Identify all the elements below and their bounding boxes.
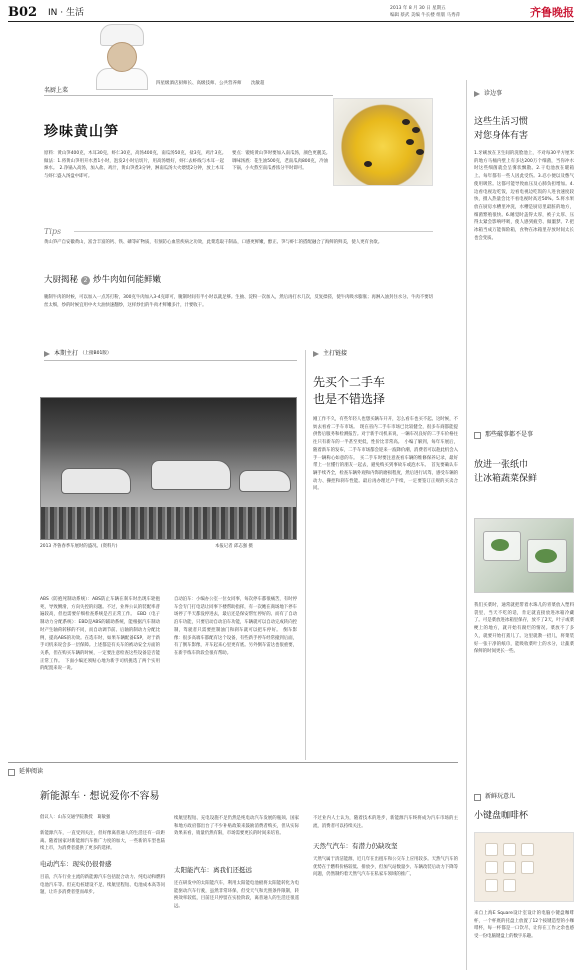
subhead-prefix: 大厨揭秘: [44, 275, 79, 285]
section-label-tips: [474, 431, 533, 440]
car-shape: [151, 460, 231, 490]
ev-solar-body: 还在研发中的太阳能汽车，利用太阳能电池板将太阳能转化为电能驱动汽车行驶，虽然非常环保，但受天气和光照条件限制，转换效率较低，目前还只停留在实验阶段，离普通人的生活还很遥远。: [174, 881, 299, 910]
health-body: 1.牙刷放在卫生间的洗脸池上，不对每30平方厘米的地方马桶内壁上有多达200万个细菌，当你冲水时这些细菌就会呈雾状飘散。2.干电池放在暖箱上。每年都有一些人因此受伤。3.忍小便以及憋气使用吸管。这都可能导致血压及心肺负担增加。4.边看电视边吃饭，边看电视边吃饭的人进食速度较快，摄入热量会比不看电视时高近50%。5.将水果放在厨房水槽里冲洗，水槽是厨房里最脏的地方，细菌繁殖很快。6.睡觉时盖得太厚，被子太厚、压得太紧会影响呼吸，使人感到疲劳、做噩梦。7.把冰箱当成万能保险箱，食物在冰箱里存放时间太长也会变质。: [474, 151, 574, 241]
leaf-shape: [535, 549, 557, 563]
vegetable-bag-photo: [474, 518, 574, 593]
square-icon: [474, 432, 481, 439]
label-text: 诊边事: [484, 90, 503, 97]
cup-shape: [521, 861, 534, 874]
staff-credits: 编辑 蔡武 美编 牛长楼 组版 马秀萍: [390, 13, 461, 18]
chef-title: 四星级酒店厨师长、高级技师、公共营养师: [156, 81, 242, 86]
column-divider: [466, 80, 467, 970]
auto-body-right: 自动泊车：小编办公室一位女同事，每次停车都很痛苦，有时停车会专门打电话让同事下楼帮助指挥，有一次她在商场地下停车场停了半天都没停进去，最后还是保安帮忙停好的。而有了自动泊车功能，只要启动自动泊车功能，车辆就可以自动完成转向控制，驾驶者只需要控制油门和刹车就可以把车停好。 倒车影像：很多高端车都配有这个设备，有些新手停车经常撞到后面，有了倒车影像，开车起来心里更有底。另外倒车雷达也很重要，在新手练车阶段会很有帮助。: [174, 597, 297, 656]
ev-electric-body: 目前，汽车行业主流的新能源汽车包括混合动力、纯电动和燃料电池汽车等。但充电桩建设不足、续航里程短、电池成本高等问题，让许多消费者望而却步。: [40, 875, 165, 896]
title-line: 也是不错选择: [313, 392, 386, 407]
auto-body-left: ABS（防抱死制动系统）：ABS防止车辆在刹车时出现车轮抱死，导致侧滑，方向失控的问题。不过，业界公认的装配率普遍较高，但也需要仔细检查系统是否正常工作。 EBD（电子制动力分配系统）：EBD是ABS的辅助系统，能根据汽车制动时产生轴荷转移的不同，而自动调节前、后轴的制动力分配比例，提高ABS的功效。在选车时，如果车辆配备ESP，对于新手司机来说会多一层保障。上述都是有关车的被动安全方面的关系，但在购买车辆的时候，一定要注意检查这些设备是否能正常工作。 下面小编还须贴心地为新手司机挑选了两个实用的配置来说一说。: [40, 597, 160, 672]
label-text: 名厨上菜: [44, 87, 69, 94]
label-text: 主打链接: [323, 350, 348, 357]
tips-heading: Tips: [44, 227, 62, 236]
health-title: [474, 116, 528, 144]
ev-middle-body: 续航里程短、充电设施不足仍然是纯电动汽车发展的瓶颈。国家和地方政府都出台了不少补贴政策来鼓励消费者购买，但从实际效果来看，销量仍然有限，市场需要更长的时间来培育。: [174, 816, 299, 837]
title-line: 对您身体有害: [474, 130, 529, 141]
recipe-title: 珍味黄山笋: [44, 124, 119, 140]
newspaper-logo: 齐鲁晚报: [530, 6, 574, 19]
used-car-body: 刚工作不久，有些年轻人也想买辆车开开，怎么看车也买不起。这时候，不妨去看看二手车市场。 现在省内二手车市场已比较健全，很多车商都能提供售后服务和检测报告。对于新手司机来说，一辆车况良好的二手车价格往往只有新车的一半甚至更低，性价比非常高。 小编了解到，每年车展后，随着新车的发布，二手车市场都会迎来一波降价潮，消费者可以趁此机会入手一辆称心如意的车。 买二手车时要注意查看车辆的维修保养记录，最好带上一位懂行的朋友一起去，避免购买到事故车或泡水车。 首先要确认车辆手续齐全，检查车辆外观和内饰的磨损程度，然后进行试驾，感受车辆的动力、操控和刹车性能。最后再办理过户手续，一定要签订正规的买卖合同。: [313, 417, 458, 492]
crowd-shape: [41, 507, 296, 539]
section-label-extended: [8, 768, 43, 777]
issue-number-badge: 2: [81, 276, 90, 285]
cup-shape: [485, 861, 498, 874]
title-line: 先买个二手车: [313, 375, 386, 389]
square-icon: [8, 769, 15, 776]
label-text: 延伸阅读: [19, 768, 44, 775]
ev-right-body: 不过业内人士认为，随着技术的进步，新能源汽车终将成为汽车市场的主流，消费者可以持续关注。: [313, 816, 458, 829]
tips-text: 黄山笋产自安徽黄山，富含丰富的钙、铁、磷等矿物质，有预防心血管疾病之功效，此菜选取干制品，口感更鲜嫩，醇正、笋与虾仁的搭配融合了海鲜的鲜美，使人更有食欲。: [44, 240, 383, 245]
issue-date: 2013 年 8 月 30 日 星期五: [390, 6, 446, 11]
triangle-icon: [44, 351, 50, 357]
recipe-ingredients: 原料：黄山笋400克，木耳30克，虾仁30克，高汤400克，南瓜汤50克，盐3克，鸡汁3克。 做法：1.将黄山笋用开水煮1小时，泡发2小时后切片，用高汤煨好，虾仁去虾线与木耳一起焯水。 2.净锅入高汤，加入盐、鸡汁，黄山笋煮3分钟，淋南瓜汤大火煨烧2分钟，放上木耳与虾仁盛入汤盘中即可。: [44, 151, 229, 180]
section-label-link: [313, 350, 347, 359]
beef-tip-text: 腌制牛肉的时候，可以加入一点苏打粉，300克牛肉加入3-4克即可，腌制时间有半小时以就足够。生抽、淀粉一次加入，然后再打水几次，反复揉搓，使牛肉吸水膨胀；再淋入油封住水分。牛肉不要切丝太细，炒的时候宜用中火大油快速翻炒，这样炒出的牛肉才鲜嫩多汁，汁要收干。: [44, 295, 433, 308]
cup-shape: [485, 879, 498, 892]
ev-subhead-solar: 太阳能汽车：离我们还挺远: [174, 866, 252, 874]
gadget-body: 来自上海E Square设计室设计的电脑小键盘咖啡杯，一个杯底的托盘上放置了12个按键造型的小咖啡杯，每一杯都是一口饮尽，让你在工作之余也感受一份电脑键盘上的数字乐趣。: [474, 911, 574, 940]
leaf-shape: [491, 539, 509, 551]
car-shape: [239, 470, 291, 492]
ev-byline: 倡议人：山东交通学院教授 葛敏强: [40, 815, 111, 820]
title-line: 放进一张纸巾: [474, 460, 529, 470]
chef-secret-heading: [44, 274, 161, 286]
ev-title: 新能源车 · 想说爱你不容易: [40, 791, 160, 802]
photo-caption: 2013 齐鲁春季车展时的盛况。(资料片): [40, 544, 118, 549]
cup-shape: [503, 879, 516, 892]
cup-shape: [485, 843, 498, 856]
label-text: 那些破事都不是事: [485, 431, 534, 438]
ev-intro: 新能源汽车，一直受到关注，但好像离普通人的生活还有一段距离。随着国家对新能源汽车推广力度的加大，一些新的车型也陆续上市，为消费者提供了更多的选择。: [40, 831, 165, 852]
fridge-title: [474, 459, 537, 487]
car-shape: [61, 468, 131, 494]
ev-gas-body: 天然气属于清洁能源，近几年在出租车和公交车上应用较多。天然气汽车的优势在于燃料价格较低、排放少，但加气站数量少、车辆改装后动力下降等问题，仍然制约着天然气汽车在私家车领域的推广。: [313, 857, 458, 878]
mushroom-shape: [412, 127, 420, 133]
divider: [8, 762, 458, 763]
ev-subhead-electric: 电动汽车：现实仍很骨感: [40, 860, 112, 868]
dish-photo: [333, 98, 433, 186]
mushroom-shape: [416, 149, 424, 155]
chef-credentials: [156, 81, 272, 88]
mushroom-shape: [364, 161, 372, 167]
recipe-notes: 要点：锻炖黄山笋时要加入南瓜汤，颜色更靓美。 调味汤底：花生油500克，老南瓜肉800克，冷油下锅，小火熬至南瓜香浓分半时即可。: [232, 151, 333, 172]
cup-shape: [503, 843, 516, 856]
divider: [44, 360, 297, 361]
chef-banner: [8, 24, 433, 90]
section-label-health: [474, 90, 502, 99]
triangle-icon: [474, 91, 480, 97]
ev-subhead-gas: 天然气汽车：有潜力仍缺攻坚: [313, 842, 398, 850]
gadget-title: 小键盘咖啡杯: [474, 811, 529, 821]
used-car-title: [313, 374, 385, 409]
subhead-title: 炒牛肉如何能鲜嫩: [93, 275, 162, 285]
label-subtext: （上接B01版）: [80, 351, 112, 357]
chef-portrait-face: [107, 42, 137, 72]
mushroom-shape: [406, 139, 414, 145]
page-code: B02: [8, 5, 38, 20]
title-line: 让冰箱蔬菜保鲜: [474, 473, 538, 484]
square-icon: [474, 794, 481, 801]
chef-name: 沈敏超: [250, 81, 265, 86]
column-divider: [305, 350, 306, 760]
cup-shape: [521, 843, 534, 856]
photo-credit: 本报记者 邱志强 摄: [215, 544, 253, 549]
section-label-gadget: [474, 793, 515, 802]
triangle-icon: [313, 351, 319, 357]
label-text: 本期主打: [54, 350, 79, 357]
divider: [44, 95, 333, 96]
auto-show-photo: [40, 397, 297, 540]
masthead: [8, 4, 574, 22]
label-text: 新鲜玩意儿: [485, 793, 516, 800]
divider: [74, 231, 433, 232]
section-label-feature: [44, 350, 111, 359]
keyboard-cup-photo: [474, 832, 574, 902]
fridge-body: 我们买菜时，通常就把带着水珠儿的青菜放入塑料袋里，当天不吃的话，肯定就直接放进冰箱冷藏了。可是菜放进冰箱里保存，放不了2天，叶子或菜梗上的地方，就开始有腐烂的情况。菜放不了多久，就要开始打蔫儿了。这里就教一招儿，将菜装好一张干净的纸巾，能吸收菜叶上的水分，让蔬菜保鲜的时间更长一些。: [474, 603, 574, 655]
section-name: IN · 生活: [48, 8, 84, 18]
title-line: 这些生活习惯: [474, 117, 529, 127]
cup-shape: [503, 861, 516, 874]
mushroom-shape: [402, 119, 410, 125]
